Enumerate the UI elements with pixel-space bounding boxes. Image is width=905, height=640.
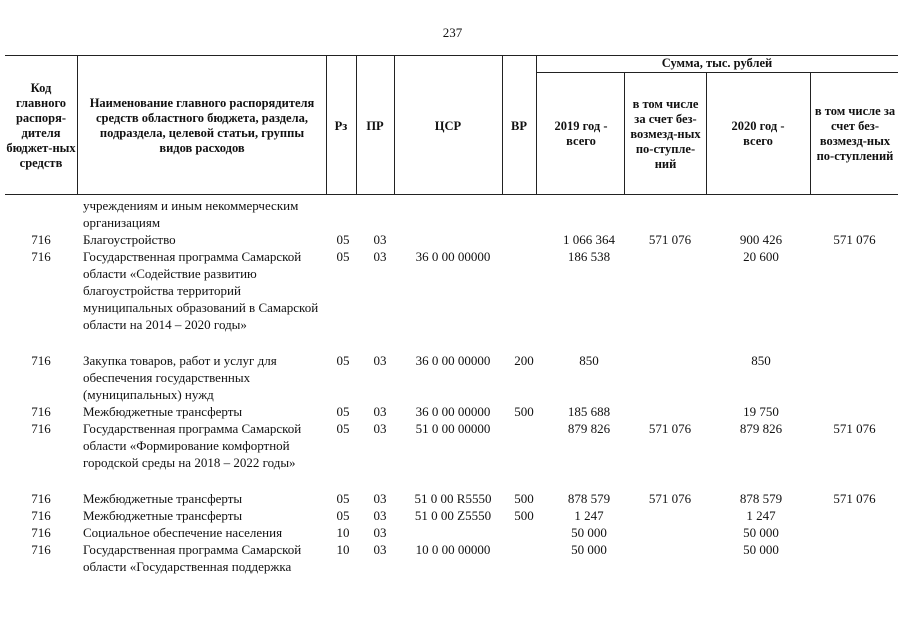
cell-sum-2019: 850 — [579, 353, 599, 368]
cell-sum-2019-free: 571 076 — [648, 232, 692, 247]
cell-sum-2019: 186 538 — [567, 249, 611, 264]
cell-sum-2019: 185 688 — [567, 404, 611, 419]
header-rz: Рз — [334, 118, 348, 133]
cell-rz: 05 — [336, 404, 350, 419]
cell-csr: 36 0 00 00000 — [415, 353, 491, 368]
cell-kod: 716 — [31, 421, 51, 436]
header-summa: Сумма, тыс. рублей — [661, 56, 773, 70]
cell-kod: 716 — [31, 232, 51, 247]
cell-kod: 716 — [31, 542, 51, 557]
cell-vr: 500 — [514, 404, 534, 419]
cell-name: Государственная программа Самарской области «Содействие развитию благоустройства территорий муниципальных образований в Самарской области на 2014 – 2020 годы» — [83, 249, 319, 332]
cell-sum-2020: 19 750 — [743, 404, 779, 419]
cell-vr: 500 — [514, 491, 534, 506]
cell-sum-2020-free: 571 076 — [833, 232, 876, 247]
cell-name: Государственная программа Самарской области «Государственная поддержка — [83, 542, 302, 574]
cell-vr: 200 — [514, 353, 534, 368]
cell-kod: 716 — [31, 508, 51, 523]
cell-rz: 10 — [336, 525, 350, 540]
header-name: Наименование главного распорядителя средств областного бюджета, раздела, подраздела, целевой статьи, группы видов расходов — [89, 96, 315, 155]
cell-pr: 03 — [373, 404, 387, 419]
cell-sum-2020: 50 000 — [743, 525, 779, 540]
cell-csr: 51 0 00 Z5550 — [414, 508, 492, 523]
cell-pr: 03 — [373, 525, 387, 540]
header-pr: ПР — [366, 118, 384, 133]
cell-sum-2020: 20 600 — [743, 249, 779, 264]
header-2019-free: в том числе за счет без-возмезд-ных по-ступле-ний — [630, 96, 701, 171]
cell-sum-2020: 50 000 — [743, 542, 779, 557]
page-number: 237 — [442, 25, 463, 40]
cell-kod: 716 — [31, 353, 51, 368]
cell-rz: 05 — [336, 491, 350, 506]
cell-sum-2020-free: 571 076 — [833, 491, 876, 506]
cell-name: учреждениям и иным некоммерческим организациям — [83, 198, 299, 230]
cell-pr: 03 — [373, 542, 387, 557]
cell-name: Межбюджетные трансферты — [83, 491, 243, 506]
cell-rz: 05 — [336, 421, 350, 436]
cell-pr: 03 — [373, 421, 387, 436]
cell-pr: 03 — [373, 491, 387, 506]
cell-sum-2020: 879 826 — [739, 421, 783, 436]
cell-sum-2019: 50 000 — [571, 525, 607, 540]
cell-sum-2019: 878 579 — [567, 491, 611, 506]
cell-rz: 10 — [336, 542, 350, 557]
cell-csr: 36 0 00 00000 — [415, 404, 491, 419]
cell-sum-2020: 900 426 — [739, 232, 783, 247]
cell-kod: 716 — [31, 491, 51, 506]
cell-sum-2019: 1 066 364 — [563, 232, 615, 247]
cell-sum-2019: 879 826 — [567, 421, 611, 436]
cell-sum-2019-free: 571 076 — [648, 491, 692, 506]
cell-name: Государственная программа Самарской области «Формирование комфортной городской среды на 2018 – 2022 годы» — [83, 421, 302, 470]
cell-sum-2019: 1 247 — [574, 508, 604, 523]
cell-sum-2019: 50 000 — [571, 542, 607, 557]
cell-kod: 716 — [31, 404, 51, 419]
header-2019: 2019 год - всего — [554, 119, 608, 148]
cell-pr: 03 — [373, 249, 387, 264]
cell-name: Социальное обеспечение населения — [83, 525, 283, 540]
cell-pr: 03 — [373, 353, 387, 368]
cell-rz: 05 — [336, 232, 350, 247]
header-kod: Код главного распоря-дителя бюджет-ных средств — [6, 81, 76, 170]
cell-name: Благоустройство — [83, 232, 176, 247]
cell-kod: 716 — [31, 249, 51, 264]
cell-rz: 05 — [336, 353, 350, 368]
cell-pr: 03 — [373, 508, 387, 523]
cell-pr: 03 — [373, 232, 387, 247]
cell-sum-2020: 1 247 — [746, 508, 776, 523]
cell-vr: 500 — [514, 508, 534, 523]
cell-sum-2019-free: 571 076 — [648, 421, 692, 436]
cell-csr: 10 0 00 00000 — [415, 542, 491, 557]
cell-name: Межбюджетные трансферты — [83, 404, 243, 419]
cell-sum-2020: 850 — [751, 353, 771, 368]
cell-kod: 716 — [31, 525, 51, 540]
cell-rz: 05 — [336, 508, 350, 523]
header-vr: ВР — [511, 118, 527, 133]
cell-csr: 51 0 00 00000 — [415, 421, 491, 436]
cell-csr: 36 0 00 00000 — [415, 249, 491, 264]
cell-sum-2020-free: 571 076 — [833, 421, 876, 436]
header-2020-free: в том числе за счет без-возмезд-ных по-ступлений — [814, 104, 896, 163]
cell-csr: 51 0 00 R5550 — [414, 491, 492, 506]
cell-name: Межбюджетные трансферты — [83, 508, 243, 523]
table-header — [5, 55, 898, 195]
cell-sum-2020: 878 579 — [739, 491, 783, 506]
cell-rz: 05 — [336, 249, 350, 264]
header-csr: ЦСР — [434, 118, 462, 133]
cell-name: Закупка товаров, работ и услуг для обеспечения государственных (муниципальных) нужд — [83, 353, 277, 402]
header-2020: 2020 год - всего — [731, 119, 785, 148]
